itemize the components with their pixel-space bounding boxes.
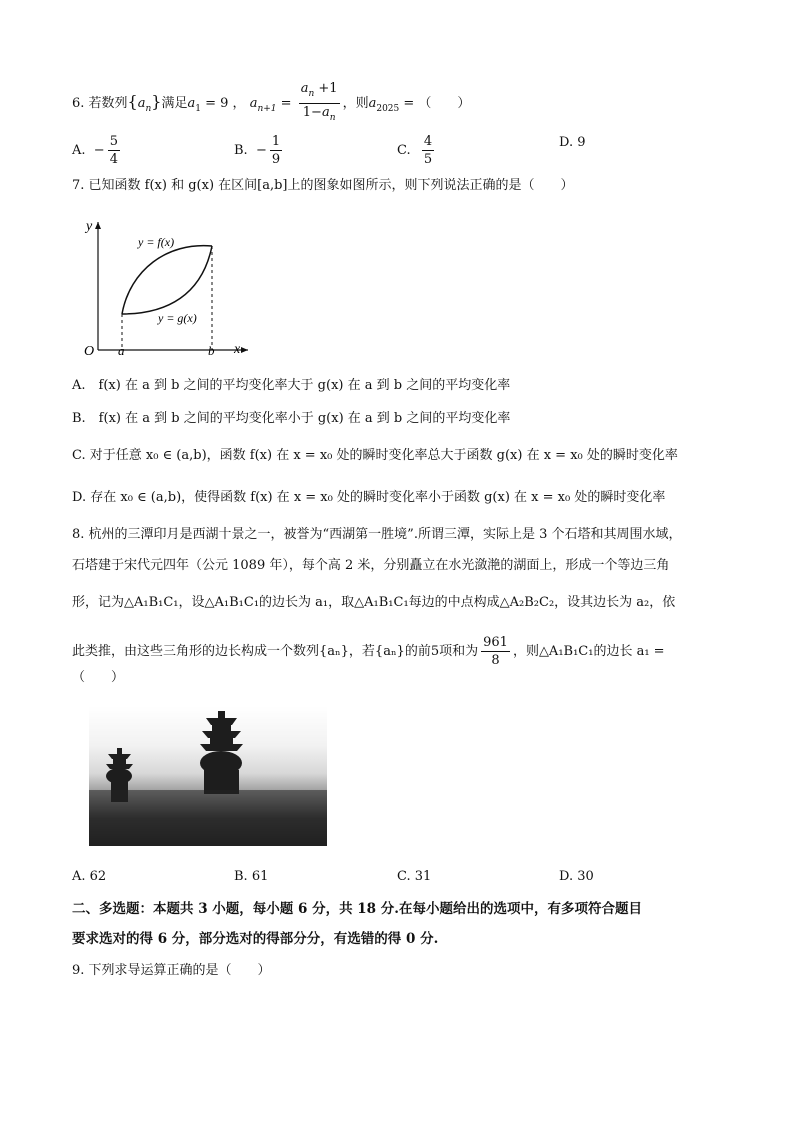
- q6-init-var: a: [187, 96, 196, 111]
- question-7-stem: 7. 已知函数 f(x) 和 g(x) 在区间[a,b]上的图象如图所示，则下列说法正确的是（ ）: [72, 178, 574, 193]
- q6-set-brace-open: {: [127, 92, 138, 111]
- q6-target-sub: 2025: [376, 104, 400, 114]
- q6-rec-lhs: a: [249, 96, 258, 111]
- q8-sum-fraction: [481, 634, 510, 669]
- q7-option-a: A. f(x) 在 a 到 b 之间的平均变化率大于 g(x) 在 a 到 b 之间的平均变化率: [72, 378, 511, 393]
- q7-option-d: D. 存在 x₀ ∈ (a,b)，使得函数 f(x) 在 x = x₀ 处的瞬时变化率小于函数 g(x) 在 x = x₀ 处的瞬时变化率: [72, 490, 666, 505]
- q8-line-1: 8. 杭州的三潭印月是西湖十景之一，被誉为“西湖第一胜境”.所谓三潭，实际上是 3 个石塔和其周围水域，: [72, 527, 682, 542]
- question-9-stem: 9. 下列求导运算正确的是（ ）: [72, 963, 271, 978]
- option-sign: −: [255, 143, 267, 158]
- question-6-stem: [72, 80, 470, 127]
- q6-option-b: [234, 133, 285, 168]
- b-label: b: [208, 343, 215, 358]
- q8-line-4-pre: 此类推，由这些三角形的边长构成一个数列{aₙ}，若{aₙ}的前5项和为: [72, 644, 479, 659]
- q6-init-val: = 9 ，: [201, 96, 246, 111]
- function-graph-figure: [72, 210, 262, 370]
- q6-option-a: [72, 133, 123, 168]
- q8-option-c: C. 31: [397, 869, 432, 884]
- q6-set-brace-close: }: [151, 92, 162, 111]
- q8-option-b: B. 61: [234, 869, 269, 884]
- q6-seq: a: [137, 96, 146, 111]
- option-label: C.: [397, 143, 411, 158]
- three-pools-photo: [89, 706, 327, 846]
- q8-option-d: D. 30: [559, 869, 594, 884]
- q6-frac-den-var: a: [321, 105, 330, 120]
- f-curve-label: y = f(x): [138, 235, 175, 249]
- q6-recurrence-fraction: [299, 80, 340, 127]
- q6-init-sub: 1: [195, 104, 201, 114]
- option-den: 9: [271, 152, 281, 167]
- section-2-heading-line-2: 要求选对的得 6 分，部分选对的得部分分，有选错的得 0 分.: [72, 931, 439, 947]
- option-den: 4: [109, 152, 118, 167]
- option-text: 9: [577, 135, 586, 150]
- a-label: a: [118, 343, 125, 358]
- x-axis-arrow-icon: [241, 347, 248, 353]
- origin-label: O: [84, 344, 95, 359]
- q6-seq-sub: n: [145, 104, 152, 114]
- option-sign: −: [93, 143, 105, 158]
- q6-option-d: [559, 133, 586, 153]
- q6-prefix: 6. 若数列: [72, 96, 128, 111]
- y-axis-arrow-icon: [95, 222, 101, 229]
- q8-line-3: 形，记为△A₁B₁C₁，设△A₁B₁C₁的边长为 a₁，取△A₁B₁C₁每边的中点构成△A₂B₂C₂，设其边长为 a₂，依: [72, 595, 676, 610]
- q6-frac-num-var: a: [300, 81, 309, 96]
- q6-frac-num-tail: +1: [314, 81, 338, 96]
- q6-then: ，则: [342, 96, 369, 111]
- option-den: 5: [423, 152, 433, 167]
- g-curve-label: y = g(x): [158, 311, 197, 325]
- q8-sum-den: 8: [491, 653, 500, 668]
- q6-rec-lhs-sub: n+1: [257, 104, 277, 114]
- option-num: 1: [271, 134, 281, 149]
- q6-frac-den-sub: n: [329, 113, 336, 123]
- lake-shadow: [89, 790, 327, 846]
- q6-frac-num-sub: n: [308, 89, 315, 99]
- q8-line-4: [72, 634, 665, 669]
- q7-option-b: B. f(x) 在 a 到 b 之间的平均变化率小于 g(x) 在 a 到 b 之间的平均变化率: [72, 411, 511, 426]
- q6-end: = （ ）: [399, 96, 471, 111]
- q6-target: a: [368, 96, 377, 111]
- option-num: 5: [109, 134, 118, 149]
- x-axis-label: x: [234, 342, 241, 357]
- q8-sum-num: 961: [483, 635, 508, 650]
- pagoda-silhouettes: [89, 706, 327, 846]
- q6-option-c: [397, 133, 437, 168]
- q8-option-a: A. 62: [72, 869, 107, 884]
- q6-mid: 满足: [161, 96, 188, 111]
- option-label: D.: [559, 135, 574, 150]
- q8-line-2: 石塔建于宋代元四年（公元 1089 年），每个高 2 米，分别矗立在水光潋滟的湖面上，形成一个等边三角: [72, 558, 670, 573]
- y-axis-label: y: [86, 219, 93, 234]
- option-num: 4: [423, 134, 433, 149]
- option-label: B.: [234, 143, 248, 158]
- q7-option-c: C. 对于任意 x₀ ∈ (a,b)，函数 f(x) 在 x = x₀ 处的瞬时变化率总大于函数 g(x) 在 x = x₀ 处的瞬时变化率: [72, 448, 678, 463]
- q8-line-4-post: ，则△A₁B₁C₁的边长 a₁ =: [512, 644, 665, 659]
- q8-line-5: （ ）: [72, 670, 125, 685]
- section-2-heading-line-1: 二、多选题：本题共 3 小题，每小题 6 分，共 18 分.在每小题给出的选项中，有多项符合题目: [72, 901, 642, 917]
- option-label: A.: [72, 143, 86, 158]
- q6-eq: =: [276, 96, 296, 111]
- q6-frac-den-head: 1−: [302, 105, 322, 120]
